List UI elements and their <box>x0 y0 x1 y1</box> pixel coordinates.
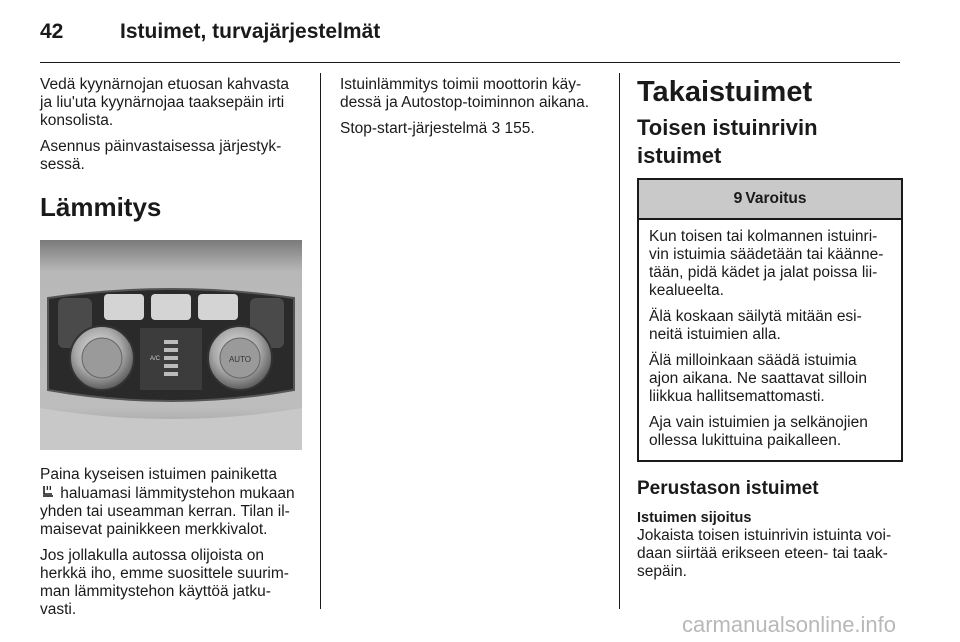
warning-paragraph-3: Älä milloinkaan säädä istuimia ajon aikana. Ne saattavat silloin liikkua hallitsemattomasti. <box>649 352 867 405</box>
heading-second-row-seats: Toisen istuinrivin istuimet <box>637 115 818 168</box>
paragraph-reverse-install: Asennus päinvastaisessa järjestyk- sessä. <box>40 138 282 173</box>
paragraph-armrest: Vedä kyynärnojan etuosan kahvasta ja liu'uta kyynärnojaa taaksepäin irti konsolista. <box>40 76 290 129</box>
warning-box <box>637 178 903 462</box>
chapter-title: Istuimet, turvajärjestelmät <box>120 20 381 43</box>
heading-rear-seats: Takaistuimet <box>637 76 813 108</box>
warning-paragraph-1: Kun toisen tai kolmannen istuinri- vin istuimia säädetään tai käänne- tään, pidä kädet ja jalat poissa lii- kealueelta. <box>649 228 884 299</box>
column-divider-2 <box>619 73 620 609</box>
warning-header <box>639 180 901 220</box>
warning-paragraph-2: Älä koskaan säilytä mitään esi- neitä istuimien alla. <box>649 308 862 343</box>
warning-paragraph-4: Aja vain istuimien ja selkänojien ollessa lukittuina paikalleen. <box>649 414 868 449</box>
paragraph-sensitive-skin: Jos jollakulla autossa olijoista on herkkä iho, emme suosittele suurim- man lämmitystehon käyttöä jatku- vasti. <box>40 547 289 618</box>
seat-heat-icon <box>40 484 56 500</box>
column-divider-1 <box>320 73 321 609</box>
warning-triangle-icon: 9 <box>733 190 743 207</box>
heading-seat-position: Istuimen sijoitus <box>637 510 752 526</box>
svg-text:A/C: A/C <box>150 356 161 362</box>
column-2 <box>340 76 608 146</box>
column-1 <box>40 76 306 627</box>
paragraph-press-button: Paina kyseisen istuimen painiketta haluamasi lämmitystehon mukaan yhden tai useamman kerran. Tilan il- maisevat painikkeen merkkivalot. <box>40 466 295 538</box>
page-reference-icon: 3 <box>491 120 501 137</box>
warning-body <box>639 220 901 460</box>
paragraph-stop-start: Stop-start-järjestelmä 3 155. <box>340 120 535 137</box>
page-number: 42 <box>40 20 64 43</box>
heading-heating: Lämmitys <box>40 192 162 222</box>
paragraph-seat-slide: Jokaista toisen istuinrivin istuinta voi- daan siirtää erikseen eteen- tai taak- sepäin. <box>637 527 892 580</box>
column-3 <box>637 76 903 589</box>
warning-title: Varoitus <box>745 190 807 207</box>
svg-text:AUTO: AUTO <box>228 355 252 364</box>
paragraph-heating-operation: Istuinlämmitys toimii moottorin käy- dessä ja Autostop-toiminnon aikana. <box>340 76 590 111</box>
climate-control-photo <box>40 240 302 450</box>
header-rule <box>40 62 900 63</box>
heading-basic-seats: Perustason istuimet <box>637 478 819 499</box>
watermark: carmanualsonline.info <box>682 612 897 637</box>
